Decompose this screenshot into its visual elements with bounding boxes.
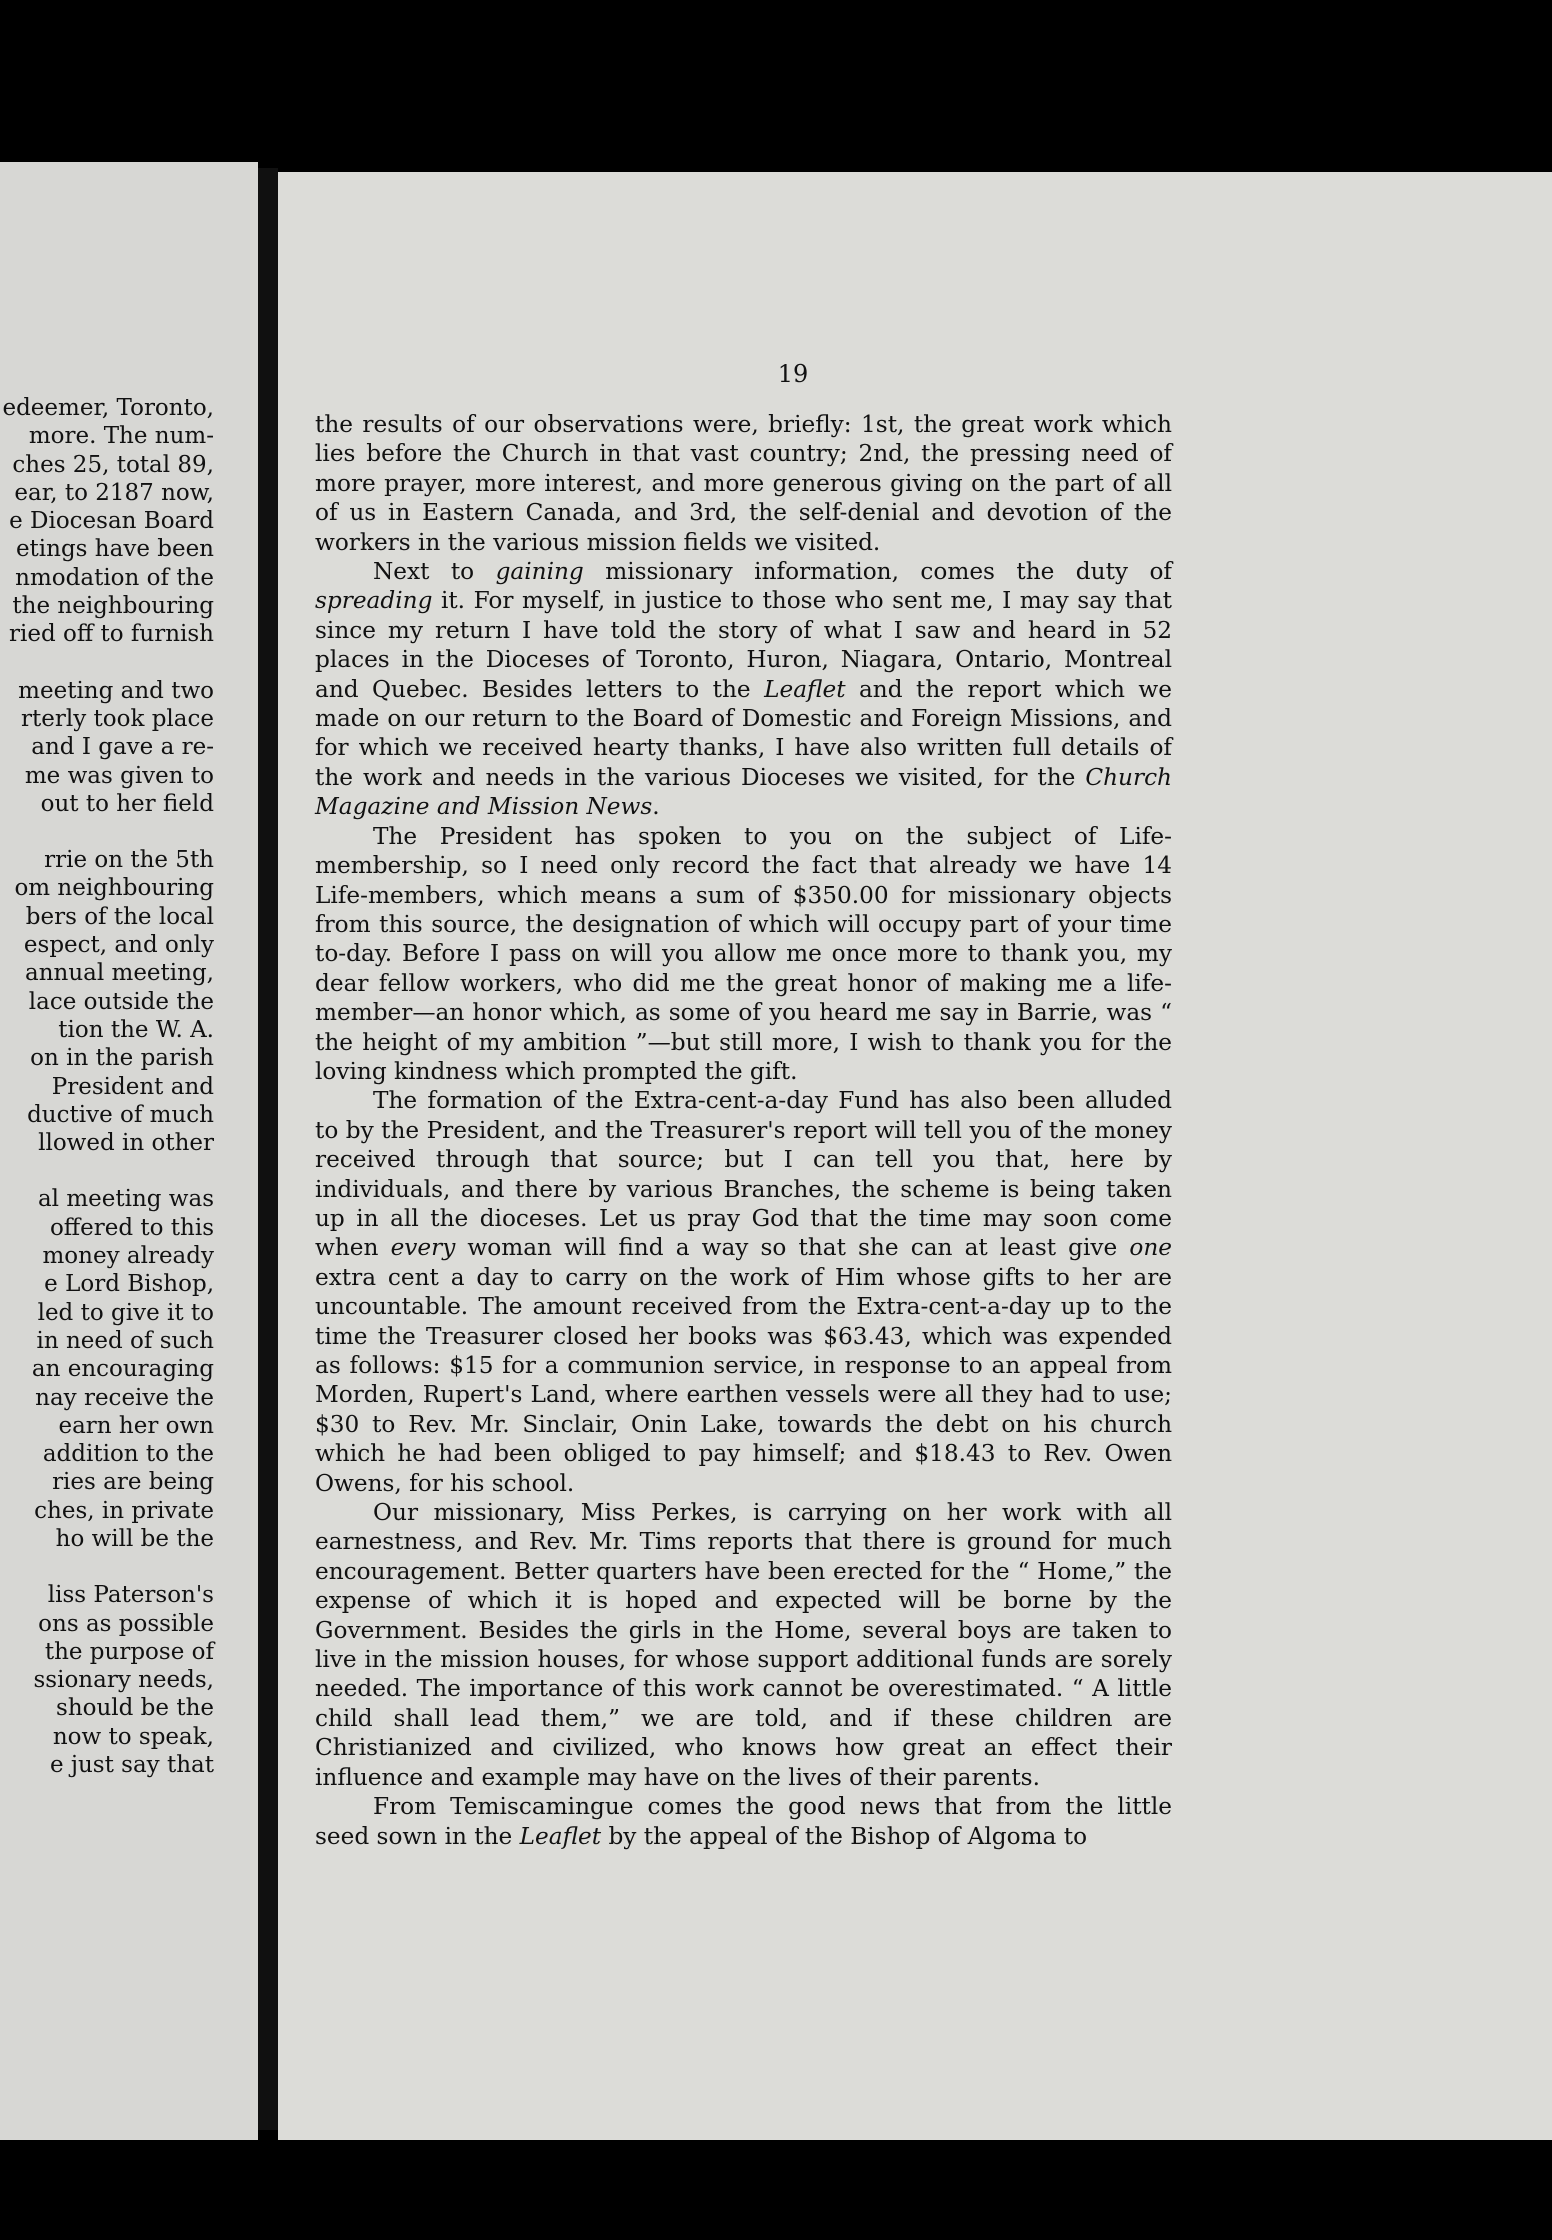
page-gutter <box>258 168 278 2130</box>
facing-page-line: nay receive the <box>35 1384 214 1411</box>
paragraph: The formation of the Extra-cent-a-day Fund has also been alluded to by the President, and the Treasurer's report will tell you of the money received through that source; but I can tell you that, here by individuals, and there by various Branches, the scheme is being taken up in all the dioceses. Let us pray God that the time may soon come when every woman will find a way so that she can at least give one extra cent a day to carry on the work of Him whose gifts to her are uncountable. The amount received from the Extra-cent-a-day up to the time the Treasurer closed her books was $63.43, which was expended as follows: $15 for a communion service, in response to an appeal from Morden, Rupert's Land, where earthen vessels were all they had to use; $30 to Rev. Mr. Sinclair, Onin Lake, towards the debt on his church which he had been obliged to pay himself; and $18.43 to Rev. Owen Owens, for his school. <box>315 1087 1172 1497</box>
facing-page-line: more. The num- <box>28 423 214 450</box>
facing-page-line: President and <box>51 1073 214 1100</box>
facing-page-line: espect, and only <box>23 932 214 959</box>
facing-page-line: ssionary needs, <box>33 1667 214 1694</box>
facing-page-line: ons as possible <box>38 1610 214 1637</box>
facing-page-line: ches 25, total 89, <box>12 451 214 478</box>
facing-page-line: in need of such <box>36 1327 214 1354</box>
facing-page-line: me was given to <box>24 762 214 789</box>
facing-page-line: and I gave a re- <box>31 734 214 761</box>
facing-page-text <box>0 394 214 1779</box>
facing-page-line: e Diocesan Board <box>9 508 214 535</box>
facing-page-line: ries are being <box>52 1469 214 1496</box>
facing-page-line: rrie on the 5th <box>44 847 214 874</box>
facing-page-line: rterly took place <box>21 705 214 732</box>
facing-page-line: llowed in other <box>38 1130 214 1157</box>
emphasis: every <box>390 1234 456 1262</box>
line-gap <box>0 649 214 677</box>
facing-page-line: ried off to furnish <box>8 621 214 648</box>
publication-title: Leaflet <box>519 1822 602 1850</box>
facing-page-line: addition to the <box>42 1441 214 1468</box>
paragraph: Our missionary, Miss Perkes, is carrying on her work with all earnestness, and Rev. Mr. Tims reports that there is ground for much encouragement. Better quarters have been erected for the “ Home,” the expense of which it is hoped and expected will be borne by the Government. Besides the girls in the Home, several boys are taken to live in the mission houses, for whose support additional funds are sorely needed. The importance of this work cannot be overestimated. “ A little child shall lead them,” we are told, and if these children are Christianized and civilized, who knows how great an effect their influence and example may have on the lives of their parents. <box>315 1499 1172 1791</box>
facing-page-line: led to give it to <box>37 1299 214 1326</box>
facing-page-line: ches, in private <box>34 1497 214 1524</box>
facing-page-line: lace outside the <box>28 988 214 1015</box>
facing-page-line: liss Paterson's <box>47 1582 214 1609</box>
facing-page-line: om neighbouring <box>14 875 214 902</box>
publication-title: Church Magazine and Mission News <box>315 763 1172 821</box>
facing-page-line: e just say that <box>49 1752 214 1779</box>
facing-page-line: offered to this <box>49 1214 214 1241</box>
facing-page-line: etings have been <box>15 536 214 563</box>
facing-page-line: ductive of much <box>27 1101 214 1128</box>
line-gap <box>0 1157 214 1185</box>
emphasis: one <box>1129 1234 1172 1262</box>
paragraph: From Temiscamingue comes the good news that from the little seed sown in the Leaflet by the appeal of the Bishop of Algoma to <box>315 1793 1172 1850</box>
facing-page-line: edeemer, Toronto, <box>2 395 214 421</box>
facing-page-line: on in the parish <box>30 1045 214 1072</box>
facing-page-line: earn her own <box>58 1412 214 1439</box>
document-page <box>278 172 1552 2140</box>
facing-page-line: an encouraging <box>31 1356 214 1383</box>
facing-page-line: out to her field <box>40 790 214 817</box>
facing-page-line: bers of the local <box>25 903 214 930</box>
facing-page-line: al meeting was <box>37 1186 214 1213</box>
emphasis: gaining <box>495 558 584 586</box>
paragraph: the results of our observations were, briefly: 1st, the great work which lies before the Church in that vast country; 2nd, the pressing need of more prayer, more interest, and more generous giving on the part of all of us in Eastern Canada, and 3rd, the self-denial and devotion of the workers in the various mission fields we visited. <box>315 411 1172 556</box>
facing-page-line: ho will be the <box>55 1525 214 1552</box>
line-gap <box>0 1553 214 1581</box>
publication-title: Leaflet <box>764 675 846 703</box>
facing-page-line: meeting and two <box>18 677 214 704</box>
facing-page-line: nmodation of the <box>15 564 214 591</box>
facing-page-line: the neighbouring <box>12 593 214 620</box>
paragraph: The President has spoken to you on the subject of Life-membership, so I need only record the fact that already we have 14 Life-members, which means a sum of $350.00 for missionary objects from this source, the designation of which will occupy part of your time to-day. Before I pass on will you allow me once more to thank you, my dear fellow workers, who did me the great honor of making me a life-member—an honor which, as some of you heard me say in Barrie, was “ the height of my ambition ”—but still more, I wish to thank you for the loving kindness which prompted the gift. <box>315 822 1172 1085</box>
facing-page-line: e Lord Bishop, <box>44 1271 214 1298</box>
facing-page-line: ear, to 2187 now, <box>14 479 214 506</box>
body-text <box>315 410 1172 1851</box>
line-gap <box>0 818 214 846</box>
facing-page-line: the purpose of <box>44 1638 214 1665</box>
facing-page-line: now to speak, <box>52 1723 214 1750</box>
page-number: 19 <box>777 360 809 388</box>
emphasis: spreading <box>315 587 433 615</box>
facing-page-line: should be the <box>56 1695 214 1722</box>
facing-page <box>0 162 258 2140</box>
facing-page-line: annual meeting, <box>24 960 214 987</box>
paragraph: Next to gaining missionary information, comes the duty of spreading it. For myself, in justice to those who sent me, I may say that since my return I have told the story of what I saw and heard in 52 places in the Dioceses of Toronto, Huron, Niagara, Ontario, Montreal and Quebec. Besides letters to the Leaflet and the report which we made on our return to the Board of Domestic and Foreign Missions, and for which we received hearty thanks, I have also written full details of the work and needs in the various Dioceses we visited, for the Church Magazine and Mission News. <box>315 558 1172 821</box>
facing-page-line: tion the W. A. <box>58 1016 214 1043</box>
facing-page-line: money already <box>42 1243 214 1270</box>
